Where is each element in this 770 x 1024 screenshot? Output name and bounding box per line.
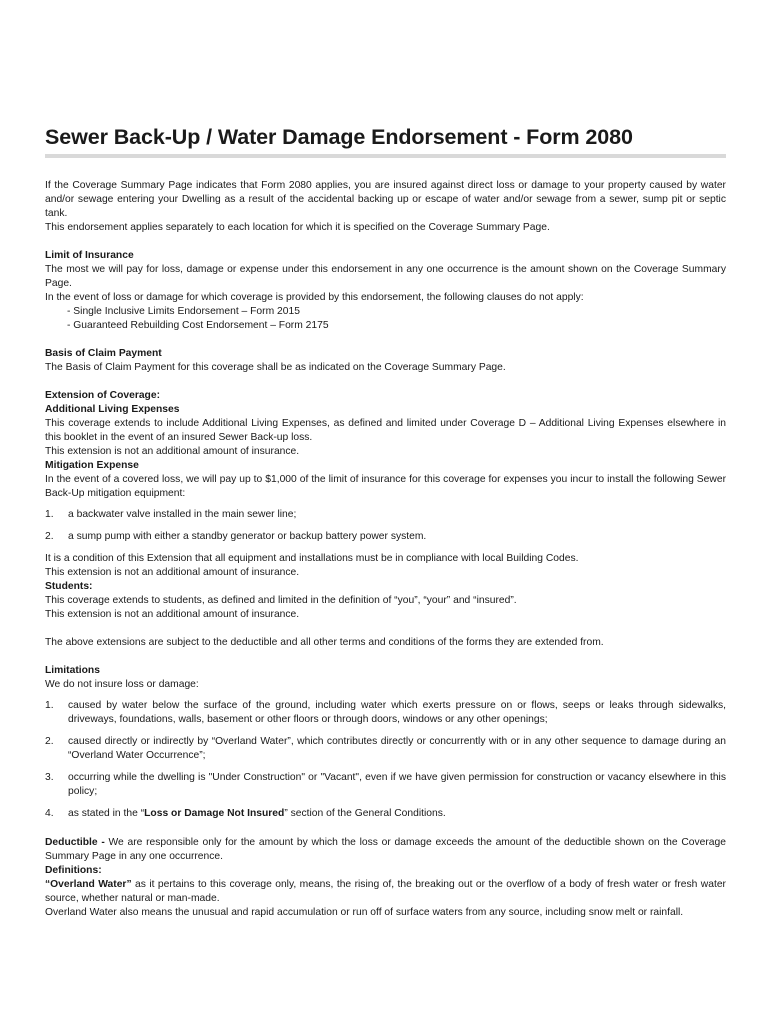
- intro-paragraph: If the Coverage Summary Page indicates that Form 2080 applies, you are insured against direct loss or damage to your property caused by water and/or sewage entering your Dwelling as a result of the accidental backing up or escape of water and/or sewage from a sewer, sump pit or septic tank.: [45, 180, 726, 219]
- ale-paragraph-2: This extension is not an additional amount of insurance.: [45, 446, 300, 457]
- intro-paragraph-2: This endorsement applies separately to each location for which it is specified on the Coverage Summary Page.: [45, 222, 550, 233]
- list-item: 2. a sump pump with either a standby generator or backup battery power system.: [45, 531, 427, 542]
- mitigation-paragraph: In the event of a covered loss, we will pay up to $1,000 of the limit of insurance for this coverage for expenses you incur to install the following Sewer Back-Up mitigation equipment:: [45, 474, 726, 499]
- list-item: 4. as stated in the “Loss or Damage Not Insured” section of the General Conditions.: [45, 808, 446, 819]
- definitions-heading: Definitions:: [45, 865, 102, 876]
- limitations-intro: We do not insure loss or damage:: [45, 679, 199, 690]
- definition-paragraph-2: Overland Water also means the unusual and rapid accumulation or run off of surface waters from any source, including snow melt or rainfall.: [45, 907, 684, 918]
- students-heading: Students:: [45, 581, 93, 592]
- students-note: This extension is not an additional amount of insurance.: [45, 609, 300, 620]
- basis-paragraph: The Basis of Claim Payment for this coverage shall be as indicated on the Coverage Summary Page.: [45, 362, 506, 373]
- limit-exclusion-item: - Single Inclusive Limits Endorsement – Form 2015: [67, 306, 300, 317]
- limitations-heading: Limitations: [45, 665, 100, 676]
- list-item: 2. caused directly or indirectly by “Overland Water”, which contributes directly or concurrently with or in any other sequence to damage during an “Overland Water Occurrence”;: [45, 736, 726, 761]
- list-item: 1. caused by water below the surface of the ground, including water which exerts pressure on or flows, seeps or leaks through sidewalks, driveways, foundations, walls, basement or other floors or through doors, windows or any other openings;: [45, 700, 726, 725]
- ale-paragraph: This coverage extends to include Additional Living Expenses, as defined and limited under Coverage D – Additional Living Expenses elsewhere in this booklet in the event of an insured Sewer Back-up loss.: [45, 418, 726, 443]
- limit-paragraph: The most we will pay for loss, damage or expense under this endorsement in any one occurrence is the amount shown on the Coverage Summary Page.: [45, 264, 726, 289]
- deductible-paragraph: Deductible - We are responsible only for the amount by which the loss or damage exceeds the amount of the deductible shown on the Coverage Summary Page in any one occurrence.: [45, 837, 726, 862]
- extension-heading: Extension of Coverage:: [45, 390, 161, 401]
- basis-heading: Basis of Claim Payment: [45, 348, 162, 359]
- page-title: Sewer Back-Up / Water Damage Endorsement - Form 2080: [45, 125, 633, 149]
- mitigation-heading: Mitigation Expense: [45, 460, 139, 471]
- list-item: 3. occurring while the dwelling is "Under Construction" or "Vacant", even if we have given permission for construction or vacancy elsewhere in this policy;: [45, 772, 726, 797]
- list-item: 1. a backwater valve installed in the main sewer line;: [45, 509, 297, 520]
- extensions-closing: The above extensions are subject to the deductible and all other terms and conditions of the forms they are extended from.: [45, 637, 604, 648]
- document-body: [45, 179, 726, 920]
- limit-heading: Limit of Insurance: [45, 250, 134, 261]
- limitations-list: [45, 699, 726, 821]
- ale-heading: Additional Living Expenses: [45, 404, 180, 415]
- limit-paragraph-2: In the event of loss or damage for which coverage is provided by this endorsement, the following clauses do not apply:: [45, 292, 584, 303]
- students-paragraph: This coverage extends to students, as defined and limited in the definition of “you”, “your” and “insured”.: [45, 595, 517, 606]
- mitigation-list: [45, 508, 726, 544]
- mitigation-condition: It is a condition of this Extension that all equipment and installations must be in compliance with local Building Codes.: [45, 553, 579, 564]
- definition-overland-water: “Overland Water” as it pertains to this coverage only, means, the rising of, the breaking out or the overflow of a body of fresh water or fresh water source, whether natural or man-made.: [45, 879, 726, 904]
- mitigation-note: This extension is not an additional amount of insurance.: [45, 567, 300, 578]
- title-underline: [45, 154, 726, 158]
- limit-exclusion-item: - Guaranteed Rebuilding Cost Endorsement – Form 2175: [67, 320, 329, 331]
